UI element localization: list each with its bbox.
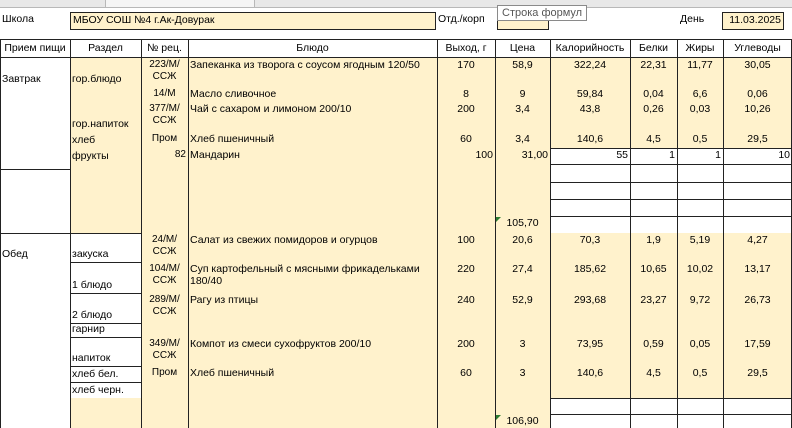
- carbs-cell[interactable]: 29,5: [723, 132, 792, 148]
- output-cell[interactable]: 200: [437, 102, 495, 132]
- empty-cell[interactable]: [723, 414, 792, 428]
- meal-divider: [0, 169, 70, 170]
- column-header: Выход, г: [445, 41, 487, 54]
- empty-cell[interactable]: [70, 164, 141, 182]
- carbs-cell[interactable]: 10: [778, 149, 790, 161]
- carbs-cell[interactable]: [723, 323, 792, 337]
- section-cell: закуска: [72, 248, 109, 260]
- recipe-number-cell[interactable]: [141, 382, 188, 398]
- output-cell[interactable]: 60: [437, 366, 495, 382]
- empty-cell[interactable]: [141, 164, 188, 182]
- protein-cell[interactable]: 22,31: [630, 58, 677, 87]
- price-cell[interactable]: [495, 323, 550, 337]
- empty-cell[interactable]: [723, 199, 792, 216]
- section-cell: хлеб бел.: [72, 368, 119, 380]
- carbs-cell[interactable]: [723, 382, 792, 398]
- calories-cell[interactable]: 140,6: [550, 366, 630, 382]
- cell-error-indicator-icon: [496, 415, 501, 420]
- carbs-cell[interactable]: 29,5: [723, 366, 792, 382]
- dish-cell[interactable]: Суп картофельный с мясными фрикадельками 180/40: [188, 262, 437, 293]
- column-border: [550, 39, 551, 428]
- fat-cell[interactable]: 1: [715, 149, 721, 161]
- dish-cell[interactable]: [188, 323, 437, 337]
- empty-cell[interactable]: [723, 164, 792, 182]
- calories-cell[interactable]: 73,95: [550, 337, 630, 366]
- protein-cell[interactable]: 4,5: [630, 132, 677, 148]
- fat-cell[interactable]: 0,03: [677, 102, 723, 132]
- protein-cell[interactable]: 0,59: [630, 337, 677, 366]
- price-cell[interactable]: 3,4: [495, 132, 550, 148]
- fat-cell[interactable]: 0,5: [677, 366, 723, 382]
- calories-cell[interactable]: 55: [616, 149, 628, 161]
- empty-cell[interactable]: [495, 182, 550, 199]
- menu-spreadsheet: [0, 12, 792, 428]
- price-cell[interactable]: [495, 382, 550, 398]
- column-border: [70, 39, 71, 428]
- calories-cell[interactable]: 43,8: [550, 102, 630, 132]
- dish-cell[interactable]: Хлеб пшеничный: [188, 366, 437, 382]
- formula-bar-tooltip: Строка формул: [497, 5, 587, 21]
- output-cell[interactable]: [437, 323, 495, 337]
- section-cell: хлеб: [70, 132, 141, 148]
- empty-cell[interactable]: [723, 216, 792, 233]
- price-cell[interactable]: 3,4: [495, 102, 550, 132]
- empty-cell[interactable]: [495, 398, 550, 414]
- column-border: [677, 39, 678, 428]
- recipe-number-cell[interactable]: 289/М/ССЖ: [141, 293, 188, 323]
- empty-cell[interactable]: [141, 216, 188, 233]
- empty-cell[interactable]: [677, 414, 723, 428]
- carbs-cell[interactable]: 30,05: [723, 58, 792, 87]
- school-label: Школа: [2, 13, 34, 25]
- empty-cell[interactable]: [677, 216, 723, 233]
- empty-cell[interactable]: [188, 414, 437, 428]
- empty-cell[interactable]: [188, 182, 437, 199]
- protein-cell[interactable]: [630, 323, 677, 337]
- empty-cell[interactable]: [550, 216, 630, 233]
- empty-cell[interactable]: [437, 182, 495, 199]
- protein-cell[interactable]: 1,9: [630, 233, 677, 262]
- output-cell[interactable]: 60: [437, 132, 495, 148]
- empty-cell[interactable]: [677, 398, 723, 414]
- column-header: Цена: [509, 41, 536, 54]
- empty-cell[interactable]: [495, 164, 550, 182]
- empty-cell[interactable]: [188, 216, 437, 233]
- section-cell: 2 блюдо: [72, 309, 113, 321]
- output-cell[interactable]: 8: [437, 87, 495, 102]
- empty-cell[interactable]: [550, 199, 630, 216]
- dish-cell[interactable]: Салат из свежих помидоров и огурцов: [188, 233, 437, 262]
- empty-cell[interactable]: [70, 216, 141, 233]
- price-cell[interactable]: 3: [495, 366, 550, 382]
- recipe-number-cell[interactable]: 349/М/ССЖ: [141, 337, 188, 366]
- empty-cell[interactable]: [550, 398, 630, 414]
- empty-cell[interactable]: [723, 398, 792, 414]
- protein-cell[interactable]: 0,04: [630, 87, 677, 102]
- protein-cell[interactable]: 1: [669, 149, 675, 161]
- section-cell: напиток: [72, 352, 111, 364]
- calories-cell[interactable]: 293,68: [550, 293, 630, 323]
- recipe-number-cell[interactable]: 377/М/ССЖ: [141, 102, 188, 132]
- sheet-tab-bar: [0, 0, 792, 8]
- column-border: [495, 39, 496, 428]
- column-border: [723, 39, 724, 428]
- section-cell: гор.напиток: [70, 102, 141, 132]
- total-price-cell[interactable]: 105,70: [495, 216, 550, 233]
- column-header: Калорийность: [555, 41, 625, 54]
- empty-cell[interactable]: [630, 182, 677, 199]
- empty-cell[interactable]: [70, 182, 141, 199]
- price-cell[interactable]: 31,00: [495, 148, 550, 164]
- price-cell[interactable]: 9: [495, 87, 550, 102]
- empty-cell[interactable]: [141, 199, 188, 216]
- fat-cell[interactable]: 10,02: [677, 262, 723, 293]
- empty-cell[interactable]: [70, 199, 141, 216]
- fat-cell[interactable]: 0,05: [677, 337, 723, 366]
- fat-cell[interactable]: [677, 323, 723, 337]
- empty-cell[interactable]: [550, 164, 630, 182]
- sheet-tab[interactable]: [105, 0, 255, 7]
- day-value-cell[interactable]: 11.03.2025: [722, 12, 784, 30]
- header-top-border: [0, 39, 792, 40]
- dish-cell[interactable]: [188, 382, 437, 398]
- protein-cell[interactable]: 0,26: [630, 102, 677, 132]
- section-cell: гор.блюдо: [70, 58, 141, 87]
- output-cell[interactable]: 220: [437, 262, 495, 293]
- empty-cell[interactable]: [723, 182, 792, 199]
- empty-cell[interactable]: [550, 414, 630, 428]
- dish-cell[interactable]: Масло сливочное: [188, 87, 437, 102]
- carbs-cell[interactable]: 4,27: [723, 233, 792, 262]
- section-cell: 1 блюдо: [72, 279, 113, 291]
- carbs-cell[interactable]: 0,06: [723, 87, 792, 102]
- dish-cell[interactable]: Рагу из птицы: [188, 293, 437, 323]
- output-cell[interactable]: 170: [437, 58, 495, 87]
- protein-cell[interactable]: 23,27: [630, 293, 677, 323]
- price-cell[interactable]: 3: [495, 337, 550, 366]
- cell-error-indicator-icon: [496, 217, 501, 222]
- carbs-cell[interactable]: 26,73: [723, 293, 792, 323]
- recipe-number-cell[interactable]: 82: [141, 148, 188, 164]
- column-header: Блюдо: [296, 41, 329, 54]
- output-cell[interactable]: 240: [437, 293, 495, 323]
- fat-cell[interactable]: 9,72: [677, 293, 723, 323]
- empty-cell[interactable]: [437, 164, 495, 182]
- column-header: Белки: [639, 41, 668, 54]
- recipe-number-cell[interactable]: 223/М/ССЖ: [141, 58, 188, 87]
- fat-cell[interactable]: 0,5: [677, 132, 723, 148]
- recipe-number-cell[interactable]: 14/М: [141, 87, 188, 102]
- empty-cell[interactable]: [437, 398, 495, 414]
- empty-cell[interactable]: [495, 199, 550, 216]
- empty-cell[interactable]: [437, 216, 495, 233]
- column-header: № рец.: [147, 41, 182, 54]
- dish-cell[interactable]: Хлеб пшеничный: [188, 132, 437, 148]
- output-cell[interactable]: 100: [437, 233, 495, 262]
- meal-name: Завтрак: [2, 73, 41, 85]
- recipe-number-cell[interactable]: [141, 323, 188, 337]
- empty-cell[interactable]: [70, 398, 141, 414]
- empty-cell[interactable]: [70, 414, 141, 428]
- column-border: [437, 39, 438, 428]
- carbs-cell[interactable]: 10,26: [723, 102, 792, 132]
- column-border: [630, 39, 631, 428]
- empty-cell[interactable]: [141, 182, 188, 199]
- fat-cell[interactable]: 6,6: [677, 87, 723, 102]
- day-label: День: [680, 13, 705, 25]
- output-cell[interactable]: [437, 382, 495, 398]
- total-price-cell[interactable]: 106,90: [495, 414, 550, 428]
- empty-cell[interactable]: [437, 414, 495, 428]
- fat-cell[interactable]: [677, 382, 723, 398]
- section-cell: фрукты: [70, 148, 141, 164]
- empty-cell[interactable]: [630, 199, 677, 216]
- column-border: [141, 39, 142, 428]
- price-cell[interactable]: 52,9: [495, 293, 550, 323]
- calories-cell[interactable]: 140,6: [550, 132, 630, 148]
- output-cell[interactable]: 200: [437, 337, 495, 366]
- price-cell[interactable]: 20,6: [495, 233, 550, 262]
- column-border: [0, 39, 1, 428]
- meal-name: Обед: [2, 248, 28, 260]
- fat-cell[interactable]: 5,19: [677, 233, 723, 262]
- column-border: [188, 39, 189, 428]
- dept-label: Отд./корп: [438, 13, 485, 25]
- empty-cell[interactable]: [141, 398, 188, 414]
- empty-cell[interactable]: [550, 182, 630, 199]
- calories-cell[interactable]: 185,62: [550, 262, 630, 293]
- empty-cell[interactable]: [677, 164, 723, 182]
- empty-cell[interactable]: [188, 199, 437, 216]
- protein-cell[interactable]: 10,65: [630, 262, 677, 293]
- price-cell[interactable]: 27,4: [495, 262, 550, 293]
- calories-cell[interactable]: 322,24: [550, 58, 630, 87]
- recipe-number-cell[interactable]: Пром: [141, 132, 188, 148]
- protein-cell[interactable]: [630, 382, 677, 398]
- column-header: Углеводы: [734, 41, 781, 54]
- empty-cell[interactable]: [630, 414, 677, 428]
- column-header: Прием пищи: [4, 41, 66, 54]
- empty-cell[interactable]: [677, 199, 723, 216]
- section-cell: [70, 87, 141, 102]
- empty-cell[interactable]: [630, 164, 677, 182]
- output-cell[interactable]: 100: [437, 148, 495, 164]
- dish-cell[interactable]: Запеканка из творога с соусом ягодным 120/50: [188, 58, 437, 87]
- empty-cell[interactable]: [630, 398, 677, 414]
- protein-cell[interactable]: 4,5: [630, 366, 677, 382]
- dish-cell[interactable]: Чай с сахаром и лимоном 200/10: [188, 102, 437, 132]
- section-cell: гарнир: [72, 323, 105, 335]
- calories-cell[interactable]: [550, 382, 630, 398]
- school-name-cell[interactable]: МБОУ СОШ №4 г.Ак-Довурак: [70, 12, 436, 30]
- section-cell: хлеб черн.: [72, 384, 124, 396]
- column-header: Жиры: [685, 41, 715, 54]
- empty-cell[interactable]: [630, 216, 677, 233]
- recipe-number-cell[interactable]: 104/М/ССЖ: [141, 262, 188, 293]
- recipe-number-cell[interactable]: Пром: [141, 366, 188, 382]
- empty-cell[interactable]: [437, 199, 495, 216]
- dish-cell[interactable]: Компот из смеси сухофруктов 200/10: [188, 337, 437, 366]
- calories-cell[interactable]: [550, 323, 630, 337]
- empty-cell[interactable]: [188, 398, 437, 414]
- column-header: Раздел: [88, 41, 123, 54]
- empty-cell[interactable]: [188, 164, 437, 182]
- empty-cell[interactable]: [677, 182, 723, 199]
- calories-cell[interactable]: 70,3: [550, 233, 630, 262]
- empty-cell[interactable]: [141, 414, 188, 428]
- price-cell[interactable]: 58,9: [495, 58, 550, 87]
- carbs-cell[interactable]: 17,59: [723, 337, 792, 366]
- recipe-number-cell[interactable]: 24/М/ССЖ: [141, 233, 188, 262]
- fat-cell[interactable]: 11,77: [677, 58, 723, 87]
- dish-cell[interactable]: Мандарин: [188, 148, 437, 164]
- calories-cell[interactable]: 59,84: [550, 87, 630, 102]
- carbs-cell[interactable]: 13,17: [723, 262, 792, 293]
